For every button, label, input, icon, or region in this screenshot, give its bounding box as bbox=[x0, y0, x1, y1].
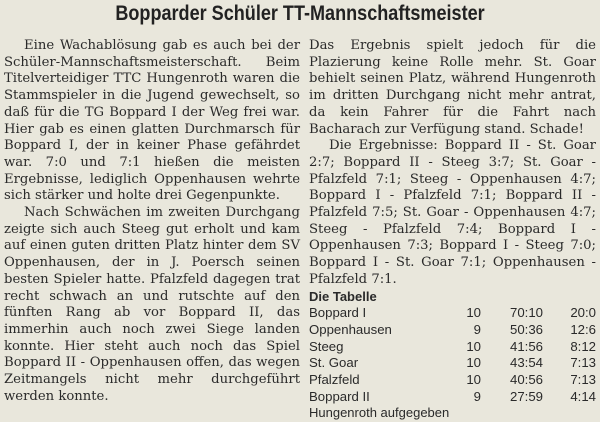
games-played: 10 bbox=[466, 372, 481, 388]
table-title: Die Tabelle bbox=[309, 288, 377, 304]
table-row bbox=[309, 339, 596, 356]
headline: Bopparder Schüler TT-Mannschaftsmeister bbox=[115, 2, 485, 25]
match-score: 40:56 bbox=[509, 372, 543, 388]
paragraph: Das Ergebnis spielt jedoch für die Plazierung keine Rolle mehr. St. Goar behielt seinen Platz, während Hungenroth im dritten Durchgang nicht mehr antrat, da kein Fahrer für die Fahrt nach Bacharach zur Verfügung stand. Schade! bbox=[309, 38, 596, 137]
points: 12:6 bbox=[570, 321, 596, 337]
table-row bbox=[309, 322, 596, 339]
team-name: St. Goar bbox=[309, 355, 359, 371]
team-name: Oppenhausen bbox=[309, 321, 392, 337]
team-name: Boppard I bbox=[309, 305, 367, 321]
games-played: 10 bbox=[466, 338, 481, 354]
table-row bbox=[309, 355, 596, 372]
team-name: Pfalzfeld bbox=[309, 372, 360, 388]
match-score: 41:56 bbox=[509, 338, 543, 354]
games-played: 10 bbox=[466, 355, 481, 371]
paragraph: Eine Wachablösung gab es auch bei der Schüler-Mannschaftsmeisterschaft. Beim Titelverteidiger TTC Hungenroth waren die Stammspieler in die Jugend gewechselt, so daß für die TG Boppard I der Weg frei war. Hier gab es einen glatten Durchmarsch für Boppard I, der in keiner Phase gefährdet war. 7:0 und 7:1 hießen die meisten Ergebnisse, lediglich Oppenhausen wehrte sich stärker und holte drei Gegenpunkte. bbox=[4, 38, 300, 204]
table-row bbox=[309, 305, 596, 322]
table-footer-note: Hungenroth aufgegeben bbox=[309, 405, 450, 421]
match-score: 70:10 bbox=[509, 305, 543, 321]
points: 8:12 bbox=[570, 338, 596, 354]
team-name: Steeg bbox=[309, 338, 344, 354]
match-score: 27:59 bbox=[509, 388, 543, 404]
table-row bbox=[309, 372, 596, 389]
right-column bbox=[309, 38, 596, 422]
points: 7:13 bbox=[570, 355, 596, 371]
team-name: Boppard II bbox=[309, 388, 370, 404]
left-column bbox=[4, 38, 300, 405]
games-played: 10 bbox=[466, 305, 481, 321]
table-row bbox=[309, 389, 596, 406]
match-score: 50:36 bbox=[509, 321, 543, 337]
games-played: 9 bbox=[473, 321, 481, 337]
points: 7:13 bbox=[570, 372, 596, 388]
match-score: 43:54 bbox=[509, 355, 543, 371]
games-played: 9 bbox=[473, 388, 481, 404]
results-paragraph: Die Ergebnisse: Boppard II - St. Goar 2:7; Boppard II - Steeg 3:7; St. Goar - Pfalzfeld 7:1; Steeg - Oppenhausen 4:7; Boppard I - Pfalzfeld 7:1; Boppard II - Pfalzfeld 7:5; St. Goar - Oppenhausen 4:7; Steeg - Pfalzfeld 7:4; Boppard I - Oppenhausen 7:3; Boppard I - Steeg 7:0; Boppard I - St. Goar 7:1; Oppenhausen - Pfalzfeld 7:1. bbox=[309, 138, 596, 287]
points: 20:0 bbox=[570, 305, 596, 321]
paragraph: Nach Schwächen im zweiten Durchgang zeigte sich auch Steeg gut erholt und kam auf einen guten dritten Platz hinter dem SV Oppenhausen, der in J. Poersch seinen besten Spieler hatte. Pfalzfeld dagegen trat recht schwach an und rutschte auf den fünften Rang ab vor Boppard II, das immerhin auch noch zwei Siege landen konnte. Hier steht auch noch das Spiel Boppard II - Oppenhausen offen, das wegen Zeitmangels nicht mehr durchgeführt werden konnte. bbox=[4, 205, 300, 404]
points: 4:14 bbox=[570, 388, 596, 404]
standings-table bbox=[309, 305, 596, 405]
